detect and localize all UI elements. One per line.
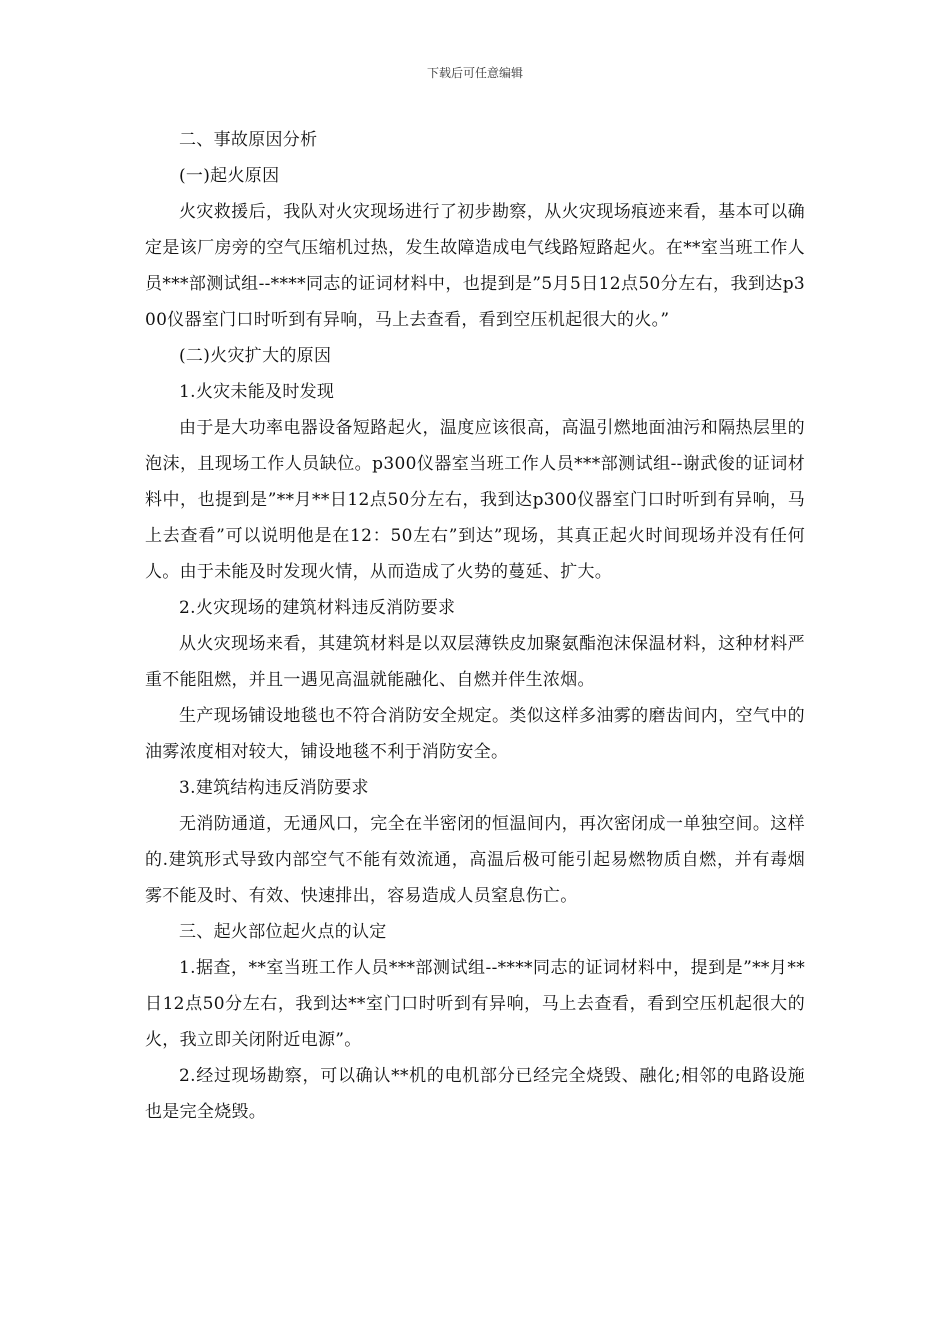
paragraph-fire-origin: 火灾救援后，我队对火灾现场进行了初步勘察，从火灾现场痕迹来看，基本可以确定是该厂房旁的空气压缩机过热，发生故障造成电气线路短路起火。在**室当班工作人员***部测试组--****同志的证词材料中，也提到是”5月5日12点50分左右，我到达p300仪器室门口时听到有异响，马上去查看，看到空压机起很大的火。” — [145, 202, 805, 330]
paragraph-testimony: 1.据查，**室当班工作人员***部测试组--****同志的证词材料中，提到是”**月**日12点50分左右，我到达**室门口时听到有异响，马上去查看，看到空压机起很大的火，我立即关闭附近电源”。 — [145, 958, 805, 1050]
section-heading-cause-analysis: 二、事故原因分析 — [179, 130, 318, 150]
paragraph-site-survey: 2.经过现场勘察，可以确认**机的电机部分已经完全烧毁、融化;相邻的电路设施也是完全烧毁。 — [145, 1066, 805, 1122]
paragraph-carpet: 生产现场铺设地毯也不符合消防安全规定。类似这样多油雾的磨齿间内，空气中的油雾浓度相对较大，铺设地毯不利于消防安全。 — [145, 706, 805, 762]
paragraph-building-structure: 无消防通道，无通风口，完全在半密闭的恒温间内，再次密闭成一单独空间。这样的.建筑形式导致内部空气不能有效流通，高温后极可能引起易燃物质自燃，并有毒烟雾不能及时、有效、快速排出，容易造成人员窒息伤亡。 — [145, 814, 805, 906]
paragraph-building-materials: 从火灾现场来看，其建筑材料是以双层薄铁皮加聚氨酯泡沫保温材料，这种材料严重不能阻燃，并且一遇见高温就能融化、自燃并伴生浓烟。 — [145, 634, 805, 690]
item-heading-building-structure: 3.建筑结构违反消防要求 — [179, 778, 369, 798]
item-heading-late-discovery: 1.火灾未能及时发现 — [179, 382, 335, 402]
item-heading-building-materials: 2.火灾现场的建筑材料违反消防要求 — [179, 598, 456, 618]
paragraph-late-discovery: 由于是大功率电器设备短路起火，温度应该很高，高温引燃地面油污和隔热层里的泡沫，且现场工作人员缺位。p300仪器室当班工作人员***部测试组--谢武俊的证词材料中，也提到是”**月**日12点50分左右，我到达p300仪器室门口时听到有异响，马上去查看”可以说明他是在12：50左右”到达”现场，其真正起火时间现场并没有任何人。由于未能及时发现火情，从而造成了火势的蔓延、扩大。 — [145, 418, 805, 582]
subheading-fire-spread: (二)火灾扩大的原因 — [179, 346, 332, 366]
page-header: 下载后可任意编辑 — [426, 66, 523, 80]
section-heading-fire-point: 三、起火部位起火点的认定 — [179, 922, 387, 942]
document-body — [145, 122, 805, 1130]
subheading-fire-origin: (一)起火原因 — [179, 166, 280, 186]
